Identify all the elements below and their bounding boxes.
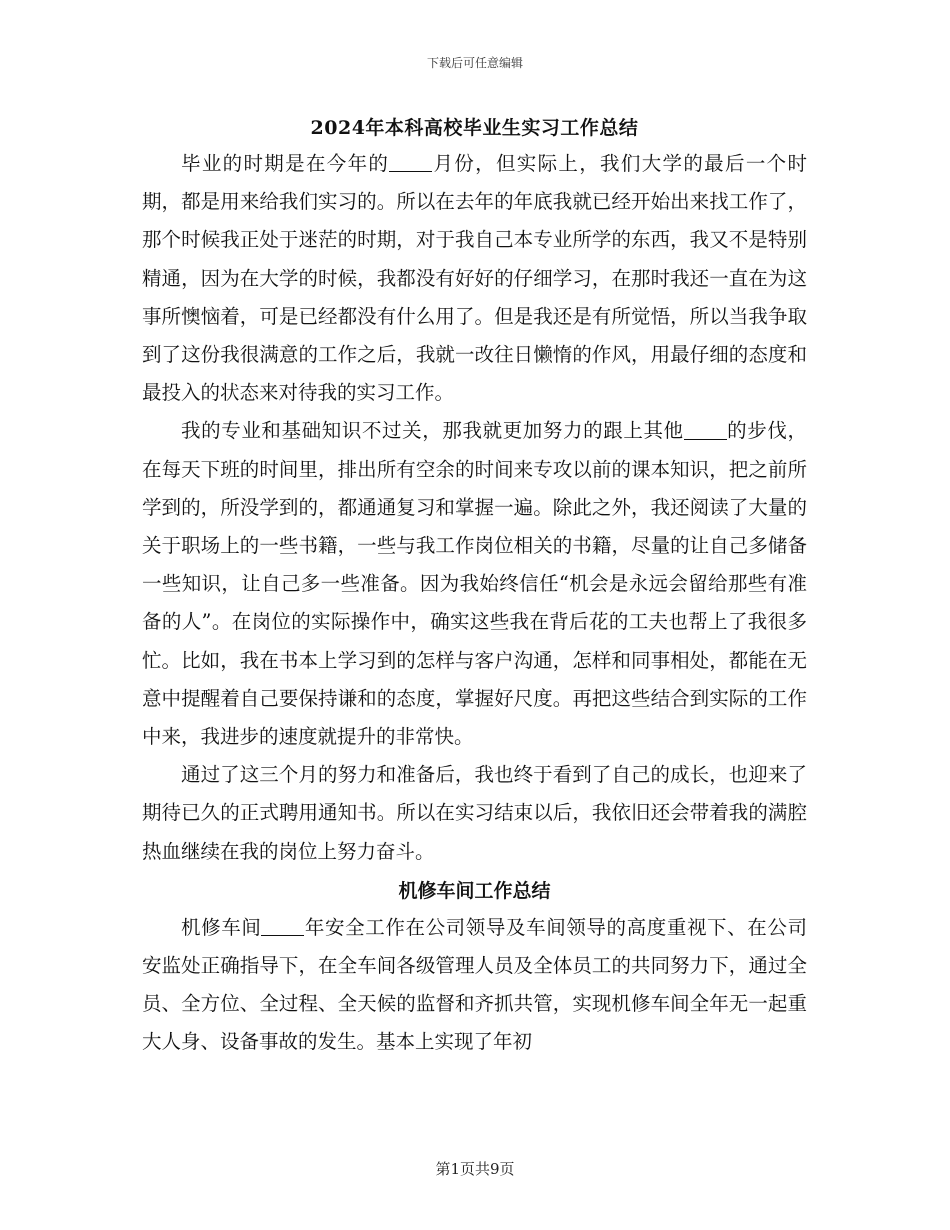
header-note: 下载后可任意编辑: [426, 56, 523, 70]
paragraph-2: [142, 412, 807, 756]
paragraph-3: 通过了这三个月的努力和准备后，我也终于看到了自己的成长，也迎来了期待已久的正式聘用通知书。所以在实习结束以后，我依旧还会带着我的满腔热血继续在我的岗位上努力奋斗。: [142, 763, 807, 863]
paragraph-1-text-after: 月份，但实际上，我们大学的最后一个时期，都是用来给我们实习的。所以在去年的年底我就已经开始出来找工作了，那个时候我正处于迷茫的时期，对于我自己本专业所学的东西，我又不是特别精通，因为在大学的时候，我都没有好好的仔细学习，在那时我还一直在为这事所懊恼着，可是已经都没有什么用了。但是我还是有所觉悟，所以当我争取到了这份我很满意的工作之后，我就一改往日懒惰的作风，用最仔细的态度和最投入的状态来对待我的实习工作。: [142, 152, 807, 405]
document-title: 2024年本科高校毕业生实习工作总结: [310, 117, 639, 139]
document-body: [142, 112, 807, 1062]
paragraph-1: [142, 145, 807, 412]
fill-blank: [684, 419, 727, 440]
fill-blank: [261, 916, 304, 937]
section-paragraph: [142, 909, 807, 1062]
fill-blank: [389, 152, 432, 173]
page-footer: 第1页共9页: [435, 1160, 515, 1178]
section-paragraph-text-after: 年安全工作在公司领导及车间领导的高度重视下、在公司安监处正确指导下，在全车间各级管理人员及全体员工的共同努力下，通过全员、全方位、全过程、全天候的监督和齐抓共管，实现机修车间全年无一起重大人身、设备事故的发生。基本上实现了年初: [142, 915, 807, 1054]
paragraph-1-text-before: 毕业的时期是在今年的: [181, 152, 390, 175]
paragraph-2-text-before: 我的专业和基础知识不过关，那我就更加努力的跟上其他: [181, 419, 684, 443]
section-paragraph-text-before: 机修车间: [181, 915, 262, 939]
paragraph-2-text-after: 的步伐，在每天下班的时间里，排出所有空余的时间来专攻以前的课本知识，把之前所学到的，所没学到的，都通通复习和掌握一遍。除此之外，我还阅读了大量的关于职场上的一些书籍，一些与我工作岗位相关的书籍，尽量的让自己多储备一些知识，让自己多一些准备。因为我始终信任“机会是永远会留给那些有准备的人”。在岗位的实际操作中，确实这些我在背后花的工夫也帮上了我很多忙。比如，我在书本上学习到的怎样与客户沟通，怎样和同事相处，都能在无意中提醒着自己要保持谦和的态度，掌握好尺度。再把这些结合到实际的工作中来，我进步的速度就提升的非常快。: [142, 419, 807, 749]
section-title: 机修车间工作总结: [398, 879, 551, 902]
